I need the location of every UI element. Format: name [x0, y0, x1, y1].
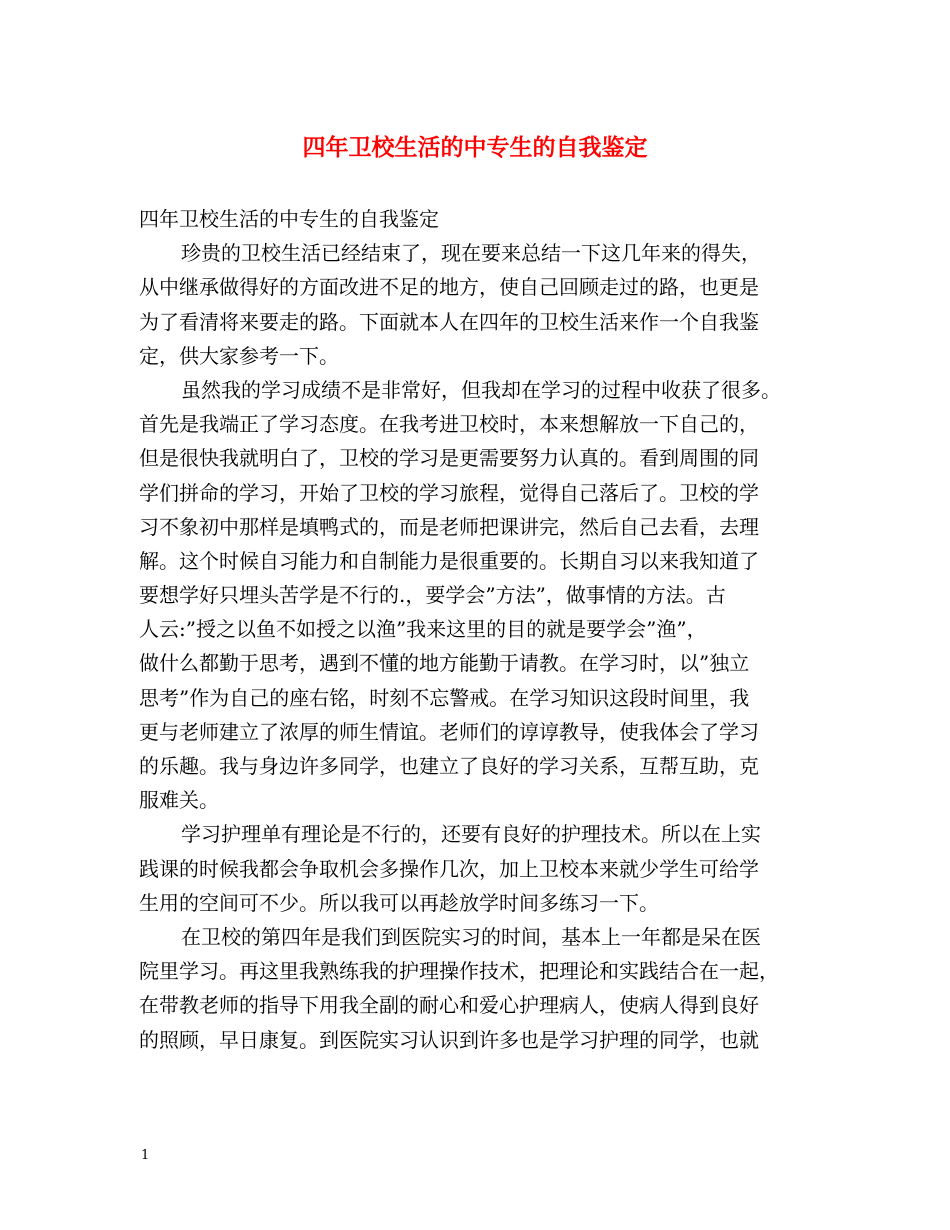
body-line: 服难关。: [139, 788, 219, 813]
body-line: 人云:”授之以鱼不如授之以渔”我来这里的目的就是要学会”渔”，: [139, 617, 707, 642]
document-subtitle: 四年卫校生活的中专生的自我鉴定: [139, 207, 439, 231]
body-line: 学习护理单有理论是不行的，还要有良好的护理技术。所以在上实: [181, 822, 761, 847]
body-line: 院里学习。再这里我熟练我的护理操作技术，把理论和实践结合在一起，: [139, 959, 779, 984]
body-line: 习不象初中那样是填鸭式的，而是老师把课讲完，然后自己去看，去理: [139, 514, 759, 539]
document-body: [139, 202, 829, 1057]
body-line: 的乐趣。我与身边许多同学，也建立了良好的学习关系，互帮互助，克: [139, 754, 759, 778]
body-line: 践课的时候我都会争取机会多操作几次，加上卫校本来就少学生可给学: [139, 856, 759, 881]
body-line: 首先是我端正了学习态度。在我考进卫校时，本来想解放一下自己的，: [139, 412, 759, 437]
body-line: 更与老师建立了浓厚的师生情谊。老师们的谆谆教导，使我体会了学习: [139, 719, 759, 744]
body-line: 要想学好只埋头苦学是不行的.，要学会”方法”，做事情的方法。古: [139, 583, 726, 608]
body-line: 虽然我的学习成绩不是非常好，但我却在学习的过程中收获了很多。: [181, 377, 781, 402]
body-lines: [139, 236, 829, 1057]
body-line: 从中继承做得好的方面改进不足的地方，使自己回顾走过的路，也更是: [139, 275, 759, 300]
body-line: 珍贵的卫校生活已经结束了，现在要来总结一下这几年来的得失，: [181, 241, 761, 266]
body-line: 定，供大家参考一下。: [139, 343, 339, 368]
body-line: 的照顾，早日康复。到医院实习认识到许多也是学习护理的同学，也就: [139, 1027, 759, 1052]
body-line: 在卫校的第四年是我们到医院实习的时间，基本上一年都是呆在医: [181, 924, 761, 949]
body-line: 生用的空间可不少。所以我可以再趁放学时间多练习一下。: [139, 890, 659, 915]
document-title: 四年卫校生活的中专生的自我鉴定: [302, 134, 648, 161]
body-line: 做什么都勤于思考，遇到不懂的地方能勤于请教。在学习时，以”独立: [139, 651, 750, 676]
body-line: 解。这个时候自习能力和自制能力是很重要的。长期自习以来我知道了: [139, 548, 759, 573]
body-line: 但是很快我就明白了，卫校的学习是更需要努力认真的。看到周围的同: [139, 446, 759, 471]
body-line: 为了看清将来要走的路。下面就本人在四年的卫校生活来作一个自我鉴: [139, 309, 759, 334]
body-line: 学们拼命的学习，开始了卫校的学习旅程，觉得自己落后了。卫校的学: [139, 480, 759, 505]
body-line: 在带教老师的指导下用我全副的耐心和爱心护理病人，使病人得到良好: [139, 993, 759, 1018]
page-number: 1: [141, 1148, 150, 1163]
body-line: 思考”作为自己的座右铭，时刻不忘警戒。在学习知识这段时间里，我: [139, 685, 750, 710]
